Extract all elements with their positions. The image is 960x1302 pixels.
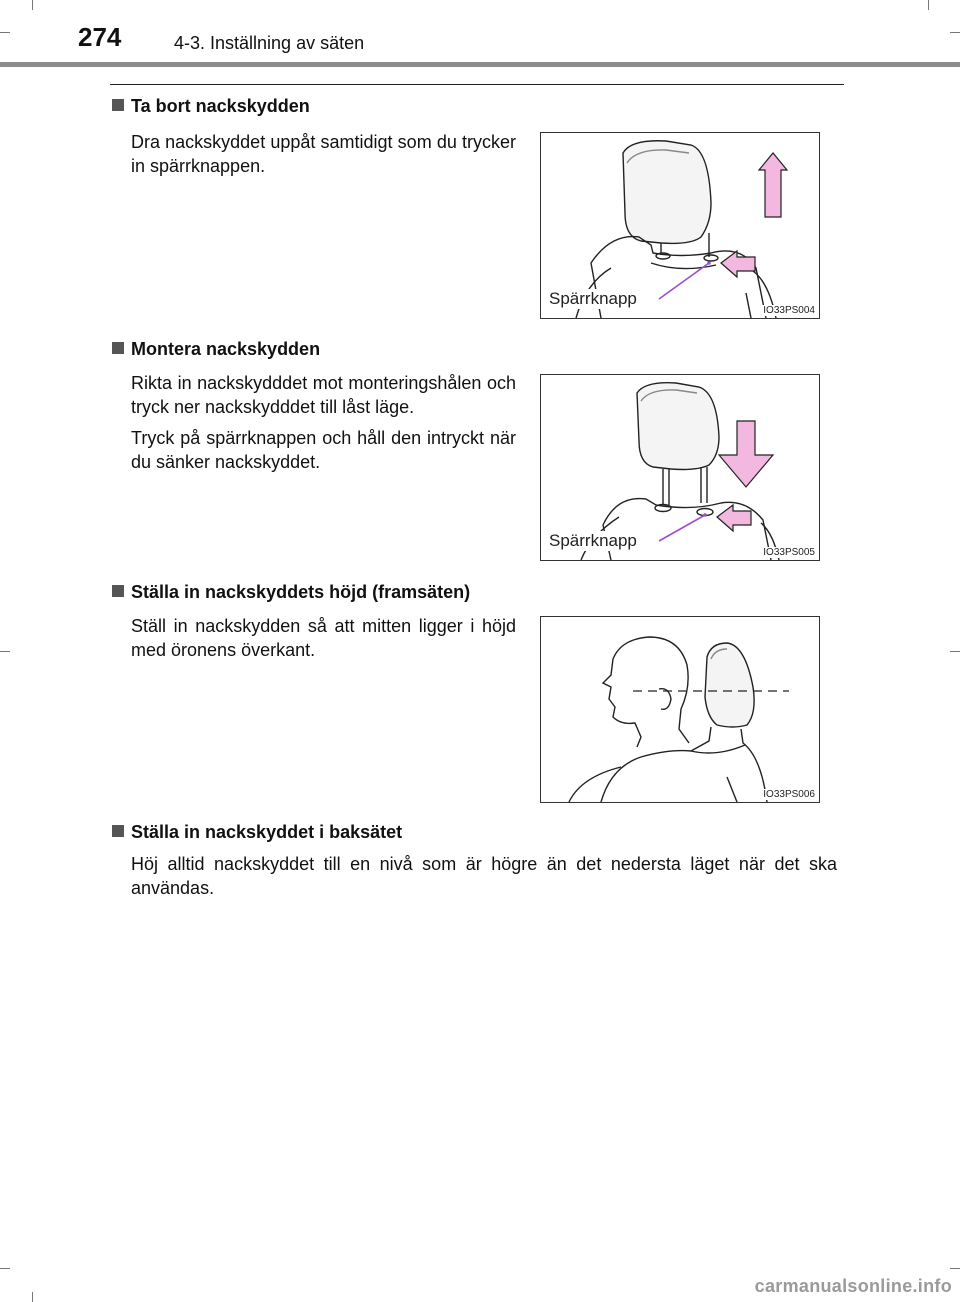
square-bullet-icon [112,585,124,597]
crop-mark [928,0,929,10]
heading-text: Montera nackskydden [131,339,321,359]
heading-remove-headrest [112,96,310,117]
paragraph: Tryck på spärrknappen och håll den intryckt när du sänker nackskyddet. [131,428,516,472]
heading-text: Ställa in nackskyddet i baksätet [131,822,403,842]
square-bullet-icon [112,99,124,111]
figure-headrest-height [540,616,820,803]
headrest-height-illustration [541,617,819,802]
paragraph: Rikta in nackskydddet mot monteringshålen och tryck ner nackskydddet till låst läge. [131,373,516,417]
figure-code: IO33PS005 [763,547,815,558]
crop-mark [950,32,960,33]
heading-adjust-rear-headrest [112,822,402,843]
square-bullet-icon [112,342,124,354]
crop-mark [32,1292,33,1302]
crop-mark [0,32,10,33]
figure-install-headrest [540,374,820,561]
figure-remove-headrest [540,132,820,319]
lock-button-label: Spärrknapp [549,531,637,550]
heading-text: Ta bort nackskydden [131,96,310,116]
paragraph: Ställ in nackskydden så att mitten ligger i höjd med öronens överkant. [131,616,516,660]
crop-mark [950,651,960,652]
section-title: 4-3. Inställning av säten [174,33,365,53]
heading-adjust-front-height [112,582,470,603]
square-bullet-icon [112,825,124,837]
divider-rule [110,84,844,85]
page-number: 274 [78,22,122,52]
lock-button-label: Spärrknapp [549,289,637,308]
header-bar [0,62,960,67]
crop-mark [0,1268,10,1269]
figure-code: IO33PS004 [763,305,815,316]
watermark: carmanualsonline.info [754,1276,952,1296]
paragraph: Dra nackskyddet uppåt samtidigt som du trycker in spärrknappen. [131,132,516,176]
crop-mark [32,0,33,10]
crop-mark [0,651,10,652]
figure-code: IO33PS006 [763,789,815,800]
crop-mark [950,1268,960,1269]
heading-text: Ställa in nackskyddets höjd (framsäten) [131,582,471,602]
heading-install-headrest [112,339,320,360]
paragraph: Höj alltid nackskyddet till en nivå som är högre än det nedersta läget när det ska användas. [131,854,837,898]
